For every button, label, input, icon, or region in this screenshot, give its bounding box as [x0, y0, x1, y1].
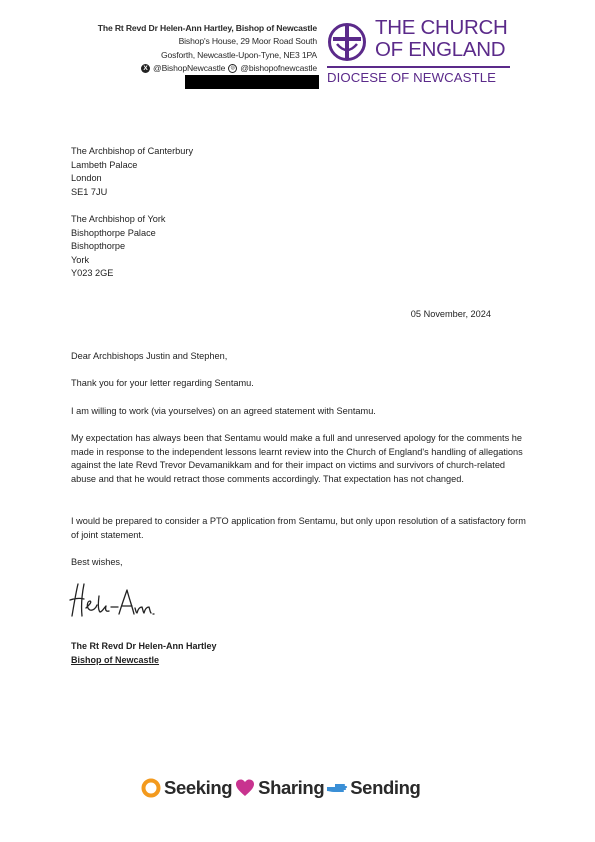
- twitter-handle: @BishopNewcastle: [153, 63, 226, 74]
- heart-icon: [234, 777, 256, 799]
- orange-ring-icon: [140, 777, 162, 799]
- tagline-seeking: Seeking: [164, 777, 233, 798]
- tagline-sending: Sending: [350, 777, 421, 798]
- logo-line1: THE CHURCH: [375, 16, 508, 39]
- sender-address-line1: Bishop's House, 29 Moor Road South: [178, 36, 317, 47]
- address-line: York: [71, 254, 90, 265]
- address-line: London: [71, 173, 102, 184]
- sender-address-line2: Gosforth, Newcastle-Upon-Tyne, NE3 1PA: [160, 49, 317, 60]
- recipient-address-york: [71, 213, 166, 281]
- address-line: Y023 2GE: [71, 268, 114, 279]
- footer-tagline: [140, 773, 420, 803]
- recipient-address-canterbury: [71, 145, 193, 199]
- tagline-sharing: Sharing: [258, 777, 325, 798]
- logo-divider: [327, 66, 510, 68]
- redaction-bar: [185, 75, 319, 89]
- church-cross-logo-icon: [327, 22, 367, 62]
- address-line: Bishopthorpe Palace: [71, 227, 156, 238]
- signatory-role: Bishop of Newcastle: [71, 654, 160, 665]
- hand-icon: [326, 777, 348, 799]
- address-line: The Archbishop of Canterbury: [71, 146, 194, 156]
- address-line: SE1 7JU: [71, 186, 108, 197]
- diocese-name: DIOCESE OF NEWCASTLE: [327, 70, 497, 85]
- x-twitter-icon: X: [141, 64, 150, 73]
- instagram-handle: @bishopofnewcastle: [240, 63, 317, 74]
- sender-block: [98, 22, 317, 76]
- signatory-name: The Rt Revd Dr Helen-Ann Hartley: [71, 641, 217, 651]
- body-paragraph: I would be prepared to consider a PTO application from Sentamu, but only upon resolution of a satisfactory form of joint statement.: [71, 516, 526, 540]
- letter-date: 05 November, 2024: [410, 309, 491, 319]
- body-paragraph: I am willing to work (via yourselves) on an agreed statement with Sentamu.: [71, 406, 376, 416]
- body-paragraph: My expectation has always been that Sentamu would make a full and unreserved apology for the comments he made in response to the independent lessons learnt review into the Church of England's handling of allegations against the late Revd Trevor Devamanikkam and for their impact on victims and survivors of church-related abuse and that he would retract those comments accordingly. That expectation has not changed.: [71, 433, 523, 484]
- handwritten-signature: [66, 578, 156, 620]
- salutation: Dear Archbishops Justin and Stephen,: [71, 351, 228, 361]
- sender-name: The Rt Revd Dr Helen-Ann Hartley, Bishop of Newcastle: [97, 23, 317, 33]
- address-line: Bishopthorpe: [71, 241, 126, 252]
- social-handles: [98, 62, 317, 75]
- signatory-block: [71, 640, 217, 667]
- logo-line2: OF ENGLAND: [375, 38, 506, 61]
- logo-wordmark: [375, 17, 508, 61]
- address-line: Lambeth Palace: [71, 159, 138, 170]
- instagram-icon: ◎: [228, 64, 237, 73]
- body-paragraph: Thank you for your letter regarding Sentamu.: [71, 378, 254, 388]
- closing: Best wishes,: [71, 557, 123, 567]
- address-line: The Archbishop of York: [71, 214, 166, 224]
